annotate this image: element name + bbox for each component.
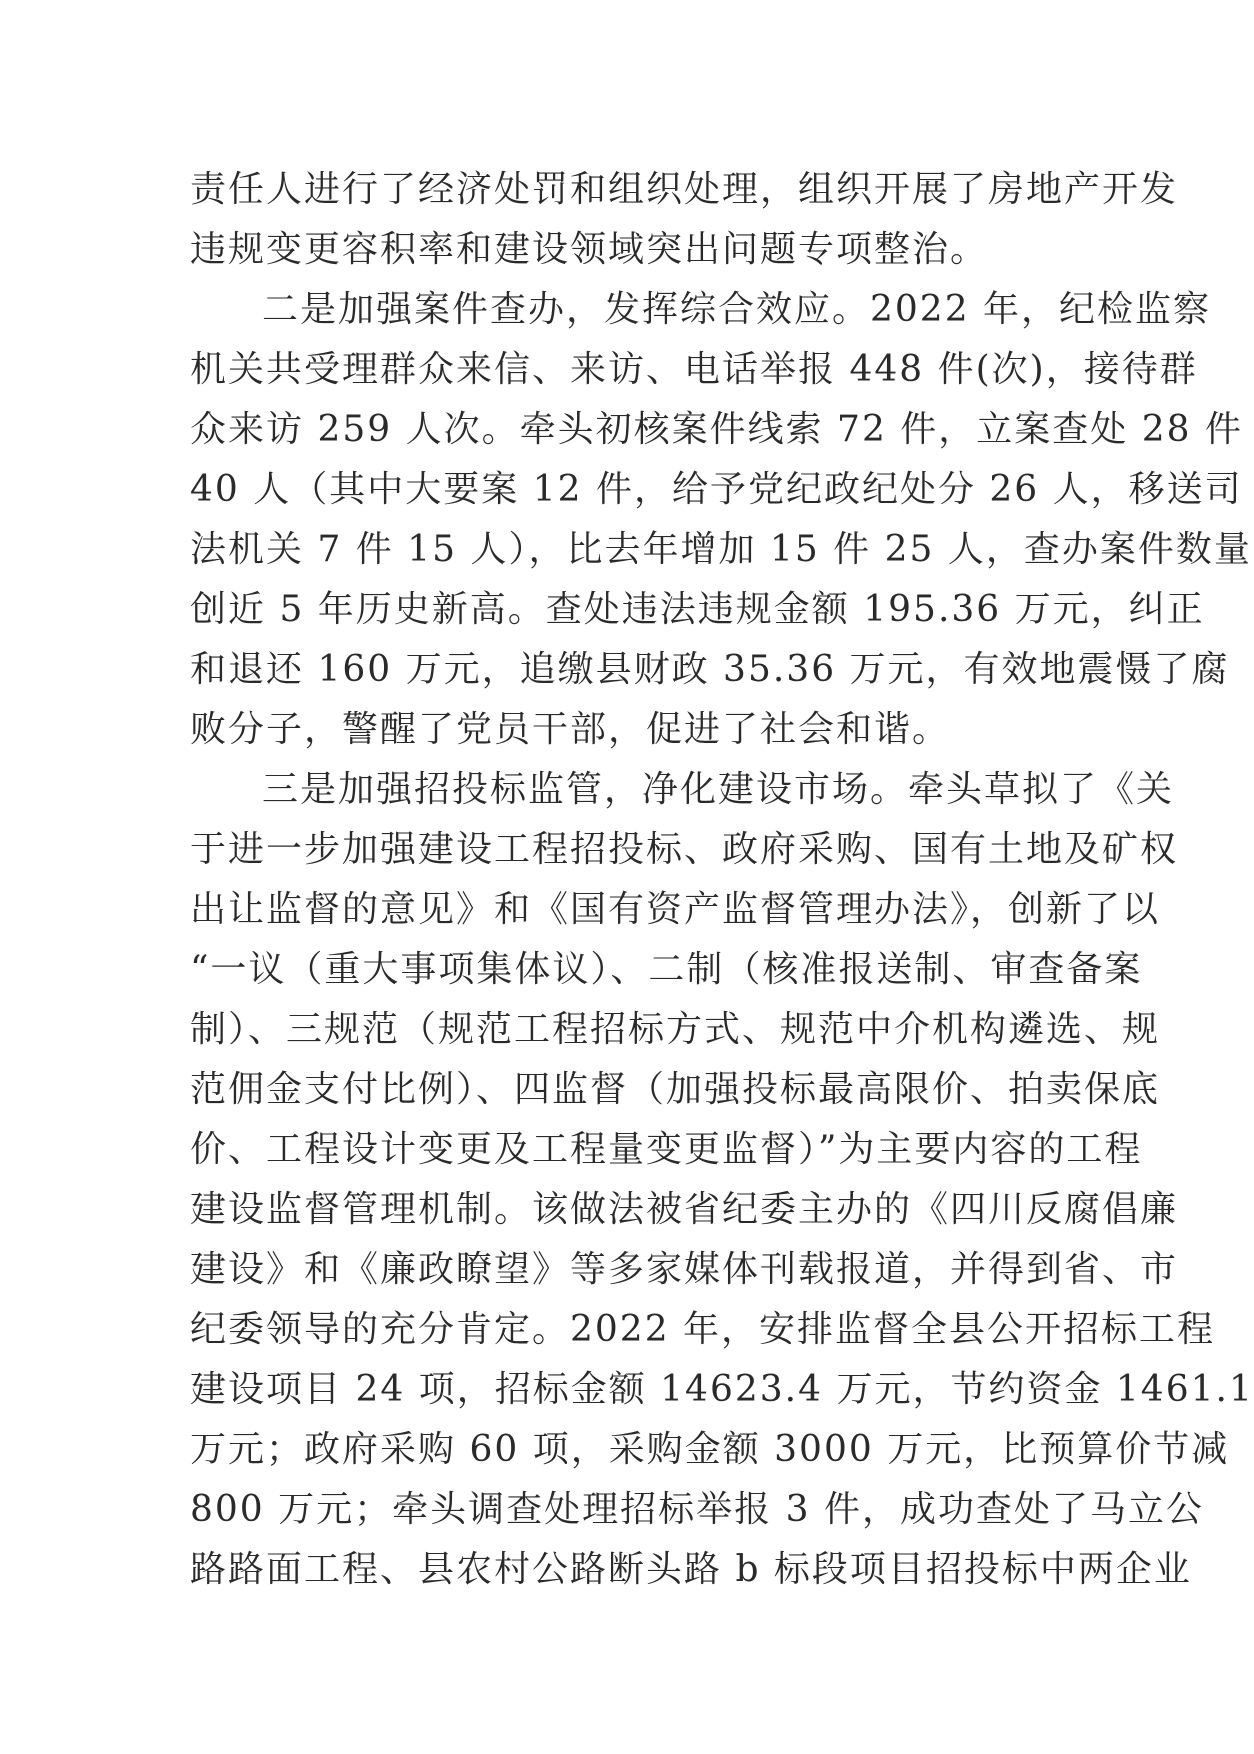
text-line: 范佣金支付比例）、四监督（加强投标最高限价、拍卖保底 (190, 1069, 1161, 1110)
text-line: 违规变更容积率和建设领域突出问题专项整治。 (190, 229, 989, 270)
body-text (190, 160, 1254, 1600)
text-line: 40 人（其中大要案 12 件，给予党纪政纪处分 26 人，移送司 (190, 469, 1243, 510)
text-line: 建设监督管理机制。该做法被省纪委主办的《四川反腐倡廉 (190, 1189, 1179, 1230)
text-line: 制）、三规范（规范工程招标方式、规范中介机构遴选、规 (190, 1009, 1161, 1050)
text-line: 败分子，警醒了党员干部，促进了社会和谐。 (190, 709, 951, 750)
text-line: 纪委领导的充分肯定。2022 年，安排监督全县公开招标工程 (190, 1309, 1216, 1350)
text-line: 建设项目 24 项，招标金额 14623.4 万元，节约资金 1461.1 (190, 1369, 1254, 1410)
text-line: 建设》和《廉政瞭望》等多家媒体刊载报道，并得到省、市 (190, 1249, 1179, 1290)
text-line: 路路面工程、县农村公路断头路 b 标段项目招投标中两企业 (190, 1549, 1192, 1590)
text-line: 创近 5 年历史新高。查处违法违规金额 195.36 万元，纠正 (190, 589, 1205, 630)
text-line: 机关共受理群众来信、来访、电话举报 448 件(次)，接待群 (190, 349, 1198, 390)
text-line: 责任人进行了经济处罚和组织处理，组织开展了房地产开发 (190, 169, 1179, 210)
paragraph-first-line: 三是加强招投标监管，净化建设市场。牵头草拟了《关 (262, 769, 1175, 810)
text-line: 出让监督的意见》和《国有资产监督管理办法》，创新了以 (190, 889, 1161, 930)
text-line: 法机关 7 件 15 人），比去年增加 15 件 25 人，查办案件数量 (190, 529, 1252, 570)
text-line: “一议（重大事项集体议）、二制（核准报送制、审查备案 (190, 949, 1143, 990)
text-line: 于进一步加强建设工程招投标、政府采购、国有土地及矿权 (190, 829, 1179, 870)
paragraph-first-line: 二是加强案件查办，发挥综合效应。2022 年，纪检监察 (262, 289, 1212, 330)
text-line: 800 万元；牵头调查处理招标举报 3 件，成功查处了马立公 (190, 1489, 1204, 1530)
text-line: 万元；政府采购 60 项，采购金额 3000 万元，比预算价节减 (190, 1429, 1230, 1470)
text-line: 和退还 160 万元，追缴县财政 35.36 万元，有效地震慑了腐 (190, 649, 1230, 690)
text-line: 众来访 259 人次。牵头初核案件线索 72 件，立案查处 28 件 (190, 409, 1243, 450)
text-line: 价、工程设计变更及工程量变更监督）”为主要内容的工程 (190, 1129, 1143, 1170)
